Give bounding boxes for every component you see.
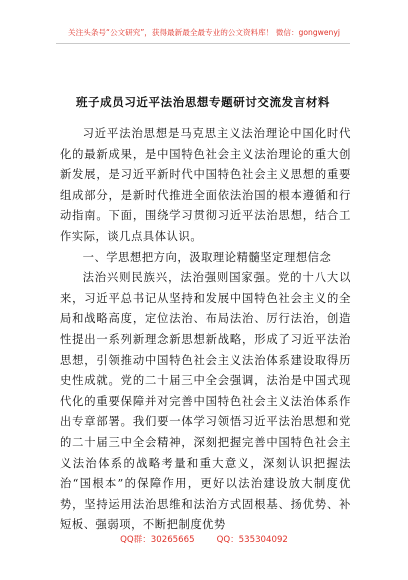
header-banner: 关注头条号“公文研究”，获得最新最全最专业的公文资料库！ 微信：gongwenyj: [68, 28, 340, 37]
section-heading-1: 一、学思想把方向，汲取理论精髓坚定理想信念: [82, 250, 332, 264]
document-title: 班子成员习近平法治思想专题研讨交流发言材料: [75, 95, 331, 109]
footer-qq-group: QQ群：30265665: [120, 535, 195, 545]
intro-paragraph: 习近平法治思想是马克思主义法治理论中国化时代化的最新成果，是中国特色社会主义法治理论的重大创新发展，是习近平新时代中国特色社会主义思想的重要组成部分，是新时代推进全面依法治国的根本遵循和行动指南。下面，围绕学习贯彻习近平法治思想，结合工作实际，谈几点具体认识。: [60, 127, 351, 243]
footer-contact: [60, 533, 348, 545]
header-divider: [56, 43, 350, 44]
section-paragraph-1: 法治兴则民族兴，法治强则国家强。党的十八大以来，习近平总书记从坚持和发展中国特色社会主义的全局和战略高度，定位法治、布局法治、厉行法治，创造性提出一系列新理念新思想新战略，形成了习近平法治思想，引领推动中国特色社会主义法治体系建设取得历史性成就。党的二十届三中全会强调，法治是中国式现代化的重要保障并对完善中国特色社会主义法治体系作出专章部署。我们要一体学习领悟习近平法治思想和党的二十届三中全会精神，深刻把握完善中国特色社会主义法治体系的战略考量和重大意义，深刻认识把握法治“国根本”的保障作用，更好以法治建设放大制度优势，坚持运用法治思维和法治方式固根基、扬优势、补短板、强弱项，不断把制度优势: [60, 271, 351, 532]
document-body: [60, 124, 351, 536]
footer-qq-number: QQ：535304092: [216, 535, 288, 545]
